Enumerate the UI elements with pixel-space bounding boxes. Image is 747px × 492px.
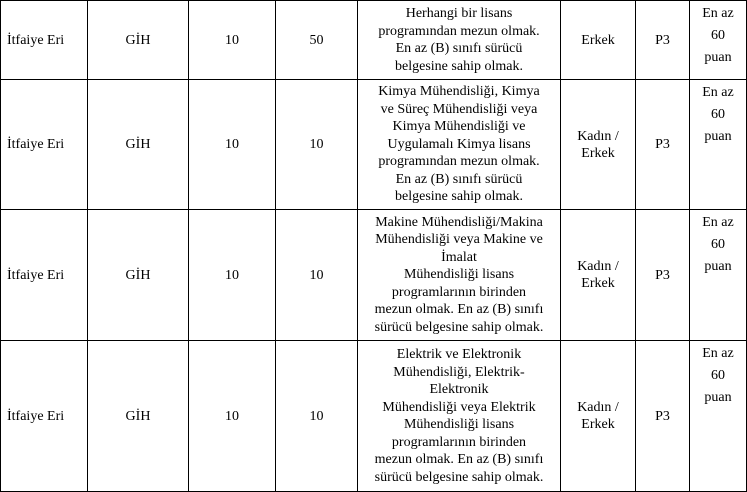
gender-cell-line: Erkek <box>581 145 615 161</box>
requirements-cell-line: Mühendisliği, Elektrik- <box>393 364 525 380</box>
requirements-cell-line: sürücü belgesine sahip olmak. <box>374 319 544 335</box>
table-row <box>1 341 747 492</box>
quota-cell: 10 <box>189 210 276 341</box>
table-row <box>1 1 747 80</box>
min-score-cell-line: puan <box>704 259 732 274</box>
count-cell: 10 <box>276 341 358 492</box>
requirements-cell-line: programından mezun olmak. <box>378 23 540 39</box>
table-body <box>1 1 747 492</box>
category-cell: GİH <box>88 80 189 210</box>
quota-cell: 10 <box>189 80 276 210</box>
quota-cell: 10 <box>189 1 276 80</box>
requirements-cell-line: Mühendisliği veya Makine ve <box>375 232 543 248</box>
gender-cell <box>561 341 636 492</box>
gender-cell <box>561 1 636 80</box>
quota-cell: 10 <box>189 341 276 492</box>
requirements-cell <box>358 341 561 492</box>
requirements-cell-line: programından mezun olmak. <box>378 154 540 170</box>
min-score-cell <box>690 80 747 210</box>
requirements-cell-line: Makine Mühendisliği/Makina <box>375 214 543 230</box>
table-row <box>1 80 747 210</box>
position-title-cell: İtfaiye Eri <box>1 80 88 210</box>
requirements-cell-line: Kimya Mühendisliği ve <box>392 119 526 135</box>
requirements-cell <box>358 210 561 341</box>
gender-cell-line: Erkek <box>581 32 615 48</box>
requirements-cell-line: Mühendisliği lisans <box>403 417 515 432</box>
count-cell: 10 <box>276 80 358 210</box>
requirements-cell-line: Uygulamalı Kimya lisans <box>387 136 531 152</box>
requirements-cell-line: İmalat <box>441 249 477 265</box>
min-score-cell <box>690 1 747 80</box>
gender-cell-line: Erkek <box>581 417 615 432</box>
position-title-cell: İtfaiye Eri <box>1 1 88 80</box>
min-score-cell-line: 60 <box>711 28 725 43</box>
min-score-cell-line: En az <box>702 215 734 230</box>
category-cell: GİH <box>88 1 189 80</box>
requirements-cell-line: En az (B) sınıfı sürücü <box>395 171 523 187</box>
requirements-cell-line: belgesine sahip olmak. <box>395 58 523 74</box>
gender-cell <box>561 80 636 210</box>
min-score-cell <box>690 341 747 492</box>
category-cell: GİH <box>88 210 189 341</box>
requirements-cell-line: En az (B) sınıfı sürücü <box>395 41 523 56</box>
requirements-cell-line: Elektronik <box>429 382 489 397</box>
min-score-cell-line: 60 <box>711 368 725 383</box>
requirements-cell-line: belgesine sahip olmak. <box>395 189 523 205</box>
min-score-cell-line: puan <box>704 129 732 144</box>
requirements-cell-line: mezun olmak. En az (B) sınıfı <box>374 302 544 318</box>
min-score-cell-line: 60 <box>711 237 725 252</box>
kpss-type-cell: P3 <box>636 80 690 210</box>
gender-cell-line: Kadın / <box>577 259 619 274</box>
min-score-cell-line: puan <box>704 50 732 65</box>
requirements-cell-line: Elektrik ve Elektronik <box>396 347 522 362</box>
requirements-cell-line: programlarının birinden <box>391 284 527 300</box>
requirements-cell-line: sürücü belgesine sahip olmak. <box>374 469 544 485</box>
min-score-cell <box>690 210 747 341</box>
min-score-cell-line: En az <box>702 85 734 100</box>
requirements-cell <box>358 1 561 80</box>
position-title-cell: İtfaiye Eri <box>1 341 88 492</box>
min-score-cell-line: 60 <box>711 107 725 122</box>
gender-cell-line: Erkek <box>581 276 615 291</box>
min-score-cell-line: En az <box>702 6 734 21</box>
requirements-cell-line: programlarının birinden <box>391 434 527 450</box>
kpss-type-cell: P3 <box>636 341 690 492</box>
gender-cell-line: Kadın / <box>577 400 619 415</box>
min-score-cell-line: puan <box>704 390 732 405</box>
requirements-cell-line: Mühendisliği lisans <box>403 267 515 283</box>
kpss-type-cell: P3 <box>636 1 690 80</box>
kpss-type-cell: P3 <box>636 210 690 341</box>
gender-cell-line: Kadın / <box>577 128 619 144</box>
requirements-cell-line: Kimya Mühendisliği, Kimya <box>378 84 540 100</box>
count-cell: 50 <box>276 1 358 80</box>
requirements-cell-line: Herhangi bir lisans <box>405 6 513 21</box>
requirements-cell-line: ve Süreç Mühendisliği veya <box>380 101 538 117</box>
category-cell: GİH <box>88 341 189 492</box>
count-cell: 10 <box>276 210 358 341</box>
requirements-cell <box>358 80 561 210</box>
position-title-cell: İtfaiye Eri <box>1 210 88 341</box>
min-score-cell-line: En az <box>702 346 734 361</box>
gender-cell <box>561 210 636 341</box>
requirements-cell-line: mezun olmak. En az (B) sınıfı <box>374 452 544 467</box>
requirements-cell-line: Mühendisliği veya Elektrik <box>382 399 536 415</box>
table-row <box>1 210 747 341</box>
